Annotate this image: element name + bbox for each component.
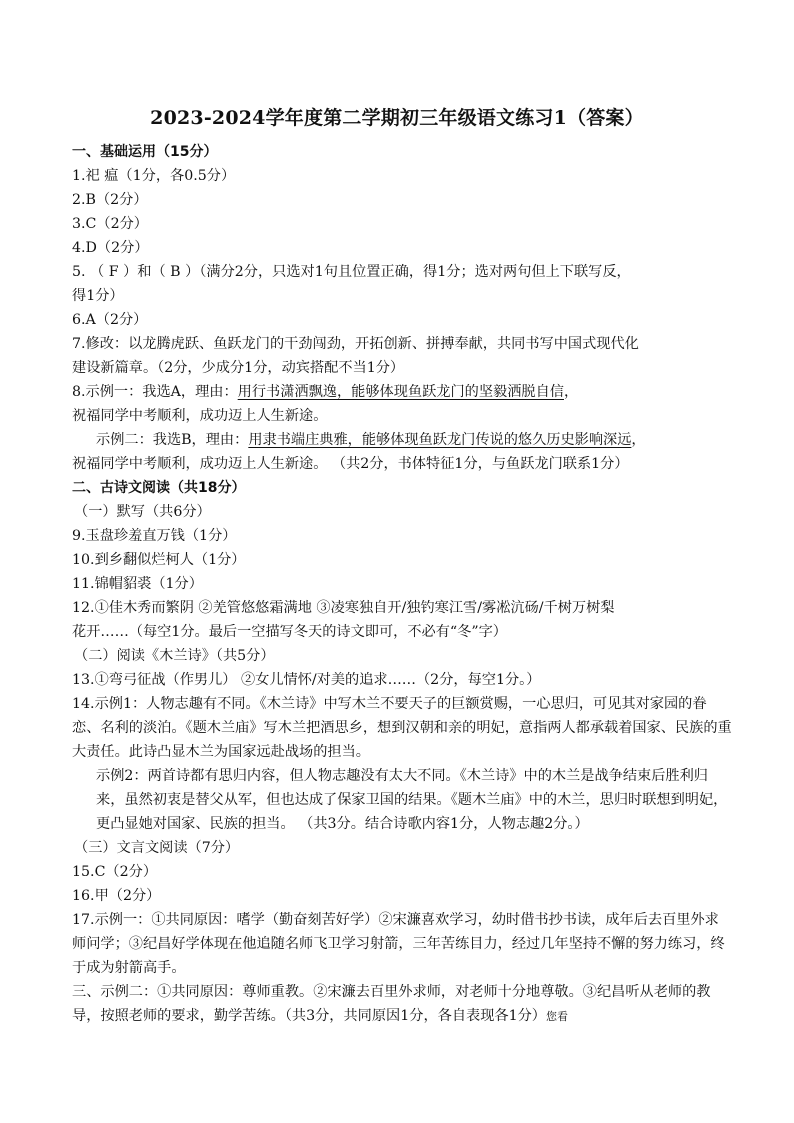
answer-7-line2: 建设新篇章。（2分，少成分1分，动宾搭配不当1分） xyxy=(72,360,405,376)
answer-3: 3.C（2分） xyxy=(72,216,148,232)
answer-12-line1: 12.①佳木秀而繁阴 ②羌管悠悠霜满地 ③凌寒独自开/独钓寒江雪/雾凇沆砀/千树万树梨 xyxy=(72,600,615,616)
answer-5-line2: 得1分） xyxy=(72,288,124,304)
answer-13: 13.①弯弓征战（作男儿） ②女儿情怀/对美的追求……（2分，每空1分。） xyxy=(72,672,541,688)
section-heading-classical: 二、古诗文阅读（共18分） xyxy=(72,480,246,496)
answer-8-ex1-prefix: 8.示例一：我选A，理由： xyxy=(72,384,238,400)
answer-15: 15.C（2分） xyxy=(72,864,158,880)
answer-17-ex2-text: 三、示例二：①共同原因：尊师重教。②宋濂去百里外求师，对老师十分地尊敬。③纪昌听从老师的教导，按照老师的要求，勤学苦练。（共3分，共同原因1分，各自表现各1分） xyxy=(72,984,711,1024)
answer-1: 1.祀 瘟（1分，各0.5分） xyxy=(72,168,236,184)
answer-8-example2 xyxy=(72,428,732,452)
answer-17-example1: 17.示例一：①共同原因：嗜学（勤奋刻苦好学）②宋濂喜欢学习，幼时借书抄书读，成年后去百里外求师问学；③纪昌好学体现在他追随名师飞卫学习射箭，三年苦练目力，经过几年坚持不懈的努力练习，终于成为射箭高手。 xyxy=(72,912,725,976)
answer-5-line1: 5. （ F ）和（ B ）（满分2分，只选对1句且位置正确，得1分；选对两句但上下联写反， xyxy=(72,264,631,280)
answer-8-ex2-prefix: 示例二：我选B，理由： xyxy=(96,432,249,448)
answer-8-ex2-suffix: ， xyxy=(631,432,646,448)
answer-2: 2.B（2分） xyxy=(72,192,148,208)
part-classical-prose: （三）文言文阅读（7分） xyxy=(74,840,240,856)
answer-12-line2: 花开……（每空1分。最后一空描写冬天的诗文即可，不必有“冬”字） xyxy=(72,624,507,640)
part-dictation: （一）默写（共6分） xyxy=(74,504,211,520)
answer-17-example2 xyxy=(72,980,732,1029)
answer-10: 10.到乡翻似烂柯人（1分） xyxy=(72,552,246,568)
answer-8-ex1-suffix: ， xyxy=(564,384,579,400)
answer-8-example2-line2: 祝福同学中考顺利，成功迈上人生新途。 （共2分，书体特征1分，与鱼跃龙门联系1分） xyxy=(72,456,629,472)
answer-8-ex2-underlined: 用隶书端庄典雅，能够体现鱼跃龙门传说的悠久历史影响深远 xyxy=(248,432,632,448)
part-mulan-reading: （二）阅读《木兰诗》（共5分） xyxy=(74,648,275,664)
answer-4: 4.D（2分） xyxy=(72,240,149,256)
answer-11: 11.锦帽貂裘（1分） xyxy=(72,576,203,592)
answer-7-line1: 7.修改：以龙腾虎跃、鱼跃龙门的干劲闯劲，开拓创新、拼搏奉献，共同书写中国式现代化 xyxy=(72,336,639,352)
section-heading-basic: 一、基础运用（15分） xyxy=(72,144,218,160)
document-title: 2023-2024学年度第二学期初三年级语文练习1（答案） xyxy=(150,107,644,129)
answer-14-example1: 14.示例1：人物志趣有不同。《木兰诗》中写木兰不要天子的巨额赏赐，一心思归，可见其对家园的眷恋、名利的淡泊。《题木兰庙》写木兰把酒思乡，想到汉朝和亲的明妃，意指两人都承载着国家、民族的重大责任。此诗凸显木兰为国家远赴战场的担当。 xyxy=(72,696,732,760)
answer-8-example1-line2: 祝福同学中考顺利，成功迈上人生新途。 xyxy=(72,408,328,424)
trailing-text: 您看 xyxy=(545,1010,568,1023)
answer-6: 6.A（2分） xyxy=(72,312,148,328)
answer-16: 16.甲（2分） xyxy=(72,888,161,904)
answer-8-example1 xyxy=(72,380,732,404)
answer-8-ex1-underlined: 用行书潇洒飘逸，能够体现鱼跃龙门的坚毅洒脱自信 xyxy=(237,384,564,400)
answer-body xyxy=(72,140,732,1029)
answer-9: 9.玉盘珍羞直万钱（1分） xyxy=(72,528,237,544)
answer-14-example2: 示例2：两首诗都有思归内容，但人物志趣没有太大不同。《木兰诗》中的木兰是战争结束后胜利归来，虽然初衷是替父从军，但也达成了保家卫国的结果。《题木兰庙》中的木兰，思归时联想到明妃，更凸显她对国家、民族的担当。 （共3分。结合诗歌内容1分，人物志趣2分。） xyxy=(96,768,728,832)
